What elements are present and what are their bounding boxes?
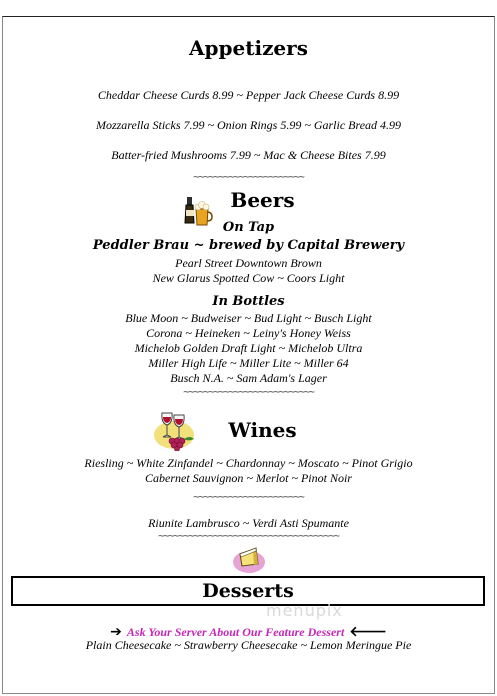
appetizer-line-1: Cheddar Cheese Curds 8.99 ~ Pepper Jack Cheese Curds 8.99	[97, 88, 400, 102]
wine-line-1: Riesling ~ White Zinfandel ~ Chardonnay ~ Moscato ~ Pinot Grigio	[84, 456, 413, 470]
bottle-line-3: Michelob Golden Draft Light ~ Michelob Ultra	[134, 341, 363, 355]
dessert-items: Plain Cheesecake ~ Strawberry Cheesecake ~ Lemon Meringue Pie	[85, 638, 412, 652]
wines-divider-1: ~~~~~~~~~~~~~~~~~~~~~~	[193, 492, 304, 503]
bottle-line-1: Blue Moon ~ Budweiser ~ Bud Light ~ Busch Light	[125, 311, 372, 325]
on-tap-line-1: Pearl Street Downtown Brown	[175, 256, 322, 270]
wines-title: Wines	[228, 418, 297, 442]
bottle-line-4: Miller High Life ~ Miller Lite ~ Miller 64	[148, 356, 349, 370]
feature-dessert-text: Ask Your Server About Our Feature Dessert	[126, 625, 345, 639]
cheesecake-icon	[232, 544, 266, 574]
bottle-line-2: Corona ~ Heineken ~ Leiny's Honey Weiss	[146, 326, 351, 340]
beers-divider: ~~~~~~~~~~~~~~~~~~~~~~~~~~	[183, 387, 314, 398]
on-tap-heading: On Tap	[222, 220, 275, 235]
watermark-text: menupix	[266, 601, 343, 620]
beers-title: Beers	[230, 188, 295, 212]
desserts-title-box	[11, 576, 485, 606]
bottles-heading: In Bottles	[212, 294, 285, 309]
on-tap-feature: Peddler Brau ~ brewed by Capital Brewery	[92, 238, 405, 253]
arrow-right-icon: ➔	[110, 624, 122, 640]
arrow-left-icon: 🡐	[349, 624, 387, 640]
wine-sparkling-line: Riunite Lambrusco ~ Verdi Asti Spumante	[148, 516, 349, 530]
appetizers-divider: ~~~~~~~~~~~~~~~~~~~~~~	[193, 172, 304, 183]
wines-divider-2: ~~~~~~~~~~~~~~~~~~~~~~~~~~~~~~~~~~~~	[158, 531, 339, 542]
appetizer-line-3: Batter-fried Mushrooms 7.99 ~ Mac & Cheese Bites 7.99	[111, 148, 386, 162]
desserts-title: Desserts	[202, 580, 294, 602]
appetizer-line-2: Mozzarella Sticks 7.99 ~ Onion Rings 5.99 ~ Garlic Bread 4.99	[95, 118, 402, 132]
on-tap-line-2: New Glarus Spotted Cow ~ Coors Light	[152, 271, 345, 285]
wine-line-2: Cabernet Sauvignon ~ Merlot ~ Pinot Noir	[145, 471, 352, 485]
appetizers-title: Appetizers	[189, 36, 308, 60]
bottle-line-5: Busch N.A. ~ Sam Adam's Lager	[170, 371, 327, 385]
